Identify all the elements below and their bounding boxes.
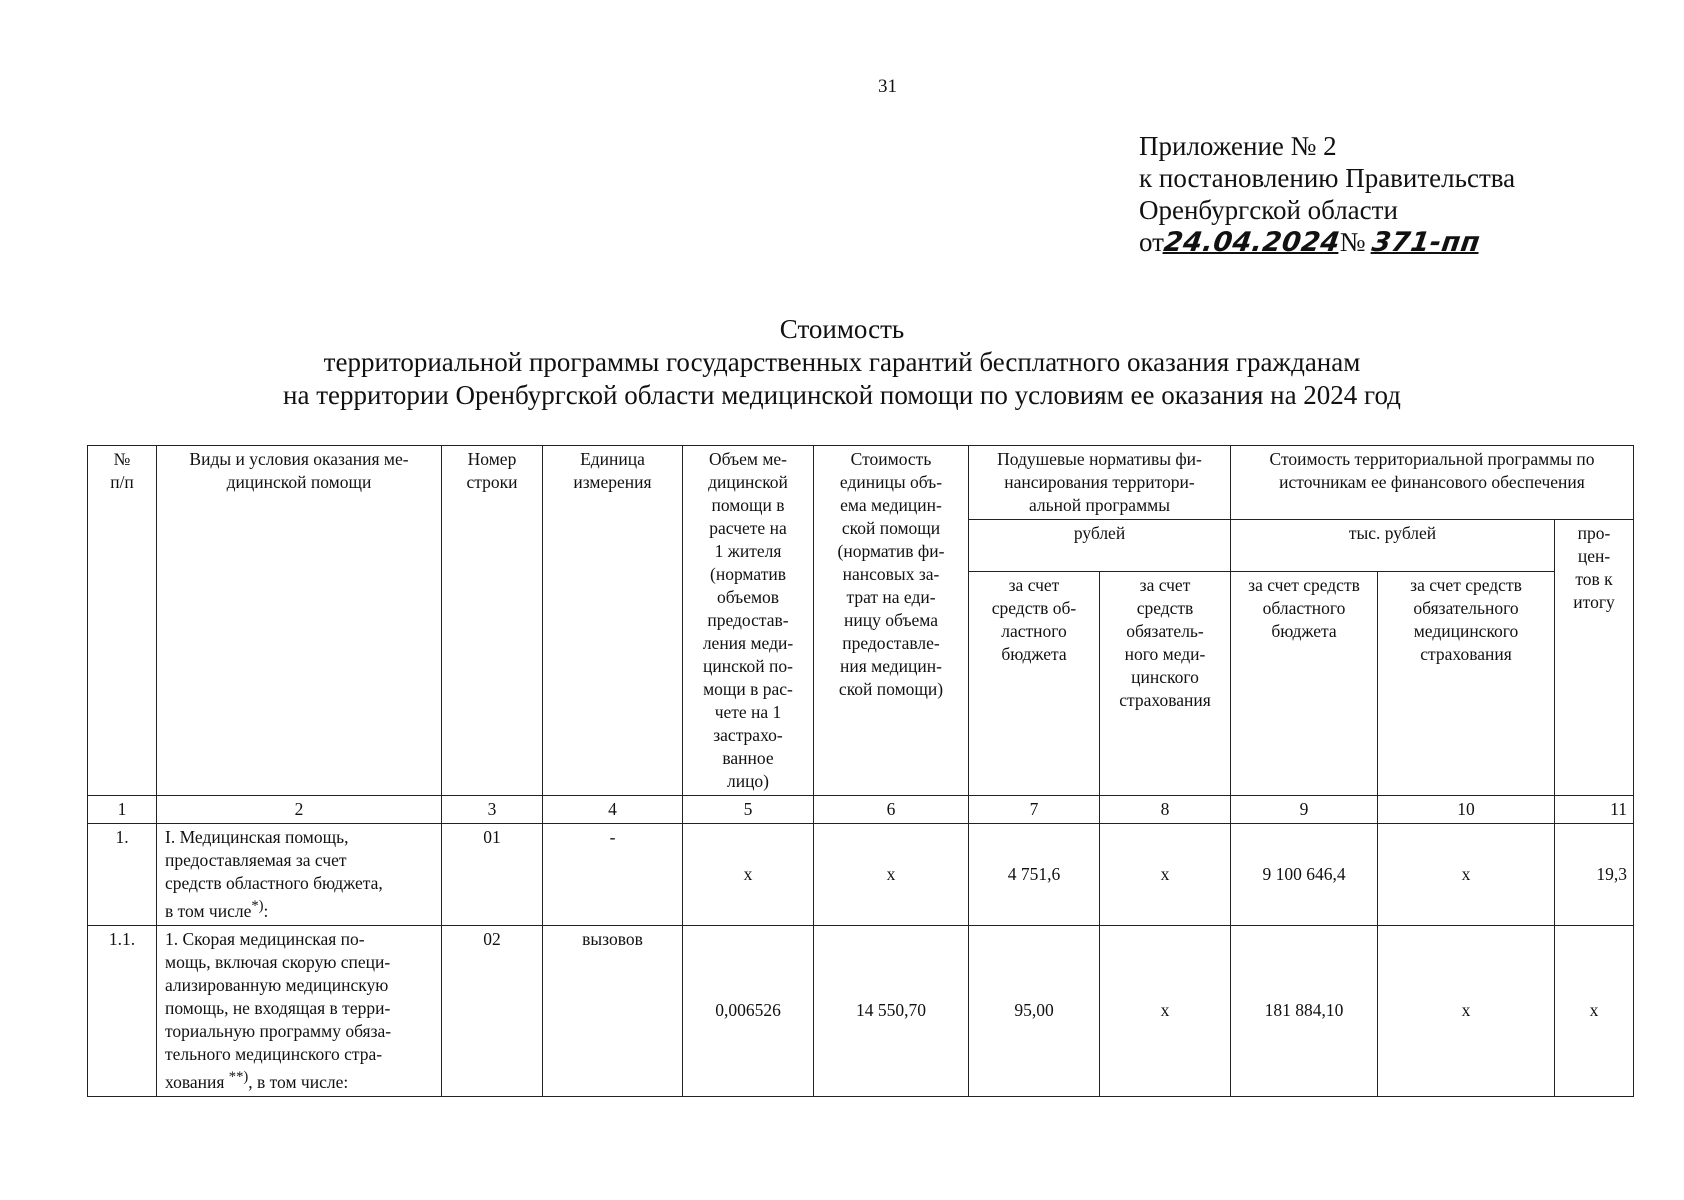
header-type: Виды и условия оказания ме- дицинской помощи — [157, 446, 442, 796]
column-number: 11 — [1555, 796, 1634, 824]
row-name-suffix: , в том числе: — [248, 1071, 349, 1092]
row-unit-cost: x — [814, 824, 969, 926]
appendix-from-prefix: от — [1139, 227, 1164, 257]
row-per-capita-oms: x — [1100, 925, 1231, 1096]
row-per-capita-regional: 4 751,6 — [969, 824, 1100, 926]
row-line-number: 02 — [442, 925, 543, 1096]
header-thousand-rubles: тыс. рублей — [1231, 520, 1555, 572]
header-line-number: Номер строки — [442, 446, 543, 796]
header-row-1 — [88, 446, 1634, 520]
appendix-block — [1139, 130, 1515, 259]
row-volume: 0,006526 — [683, 925, 814, 1096]
row-name-suffix: : — [263, 900, 269, 921]
appendix-line-2: к постановлению Правительства — [1139, 163, 1516, 193]
row-per-capita-regional: 95,00 — [969, 925, 1100, 1096]
row-cost-regional: 181 884,10 — [1231, 925, 1378, 1096]
row-cost-regional: 9 100 646,4 — [1231, 824, 1378, 926]
column-number: 5 — [683, 796, 814, 824]
column-number: 8 — [1100, 796, 1231, 824]
table-row — [88, 925, 1634, 1096]
row-cost-oms: x — [1378, 824, 1555, 926]
column-number: 10 — [1378, 796, 1555, 824]
column-number: 7 — [969, 796, 1100, 824]
column-number: 9 — [1231, 796, 1378, 824]
header-cost-oms: за счет средств обязательного медицинского страхования — [1378, 572, 1555, 796]
column-number: 3 — [442, 796, 543, 824]
row-name-footnote: *) — [251, 898, 264, 914]
header-num: № п/п — [88, 446, 157, 796]
header-cost-group: Стоимость территориальной программы по источникам ее финансового обеспечения — [1231, 446, 1634, 520]
row-name — [157, 824, 442, 926]
column-number: 4 — [543, 796, 683, 824]
title-line-3: на территории Оренбургской области медицинской помощи по условиям ее оказания на 2024 год — [283, 380, 1401, 410]
row-percent: 19,3 — [1555, 824, 1634, 926]
number-sign: № — [1339, 227, 1366, 257]
page-number: 31 — [878, 76, 897, 97]
header-percent: про- цен- тов к итогу — [1555, 520, 1634, 796]
document-title — [0, 313, 1684, 412]
row-unit-cost: 14 550,70 — [814, 925, 969, 1096]
row-num: 1. — [88, 824, 157, 926]
row-name-footnote: **) — [228, 1068, 249, 1085]
row-per-capita-oms: x — [1100, 824, 1231, 926]
row-volume: x — [683, 824, 814, 926]
column-number: 2 — [157, 796, 442, 824]
header-per-capita-regional: за счет средств об- ластного бюджета — [969, 572, 1100, 796]
row-cost-oms: x — [1378, 925, 1555, 1096]
appendix-line-3: Оренбургской области — [1139, 195, 1398, 225]
column-number: 6 — [814, 796, 969, 824]
header-unit: Единица измерения — [543, 446, 683, 796]
column-number: 1 — [88, 796, 157, 824]
row-name-text: 1. Скорая медицинская по- мощь, включая скорую специ- ализированную медицинскую помощь, не входящая в терри- ториальную программу обяза- тельного медицинского стра- хования — [165, 928, 392, 1092]
header-cost-regional: за счет средств областного бюджета — [1231, 572, 1378, 796]
header-per-capita-oms: за счет средств обязатель- ного меди- цинского страхования — [1100, 572, 1231, 796]
handwritten-number: 371-пп — [1370, 227, 1483, 258]
cost-table — [87, 445, 1634, 1097]
row-name-text: I. Медицинская помощь, предоставляемая за счет средств областного бюджета, в том числе — [165, 827, 383, 921]
row-percent: x — [1555, 925, 1634, 1096]
header-unit-cost: Стоимость единицы объ- ема медицин- ской помощи (норматив фи- нансовых за- трат на еди- ницу объема предоставле- ния медицин- ской помощи) — [814, 446, 969, 796]
table-row — [88, 824, 1634, 926]
title-line-1: Стоимость — [779, 314, 905, 344]
row-name — [157, 925, 442, 1096]
row-unit: вызовов — [543, 925, 683, 1096]
row-num: 1.1. — [88, 925, 157, 1096]
handwritten-date: 24.04.2024 — [1161, 227, 1343, 258]
column-number-row — [88, 796, 1634, 824]
appendix-line-4 — [1139, 226, 1515, 259]
row-unit: - — [543, 824, 683, 926]
appendix-line-1: Приложение № 2 — [1139, 131, 1337, 161]
header-per-capita-group: Подушевые нормативы фи- нансирования территори- альной программы — [969, 446, 1231, 520]
row-line-number: 01 — [442, 824, 543, 926]
header-rubles: рублей — [969, 520, 1231, 572]
header-volume: Объем ме- дицинской помощи в расчете на 1 жителя (норматив объемов предостав- ления меди- цинской по- мощи в рас- чете на 1 застрахо- ванное лицо) — [683, 446, 814, 796]
title-line-2: территориальной программы государственных гарантий бесплатного оказания гражданам — [323, 347, 1361, 377]
